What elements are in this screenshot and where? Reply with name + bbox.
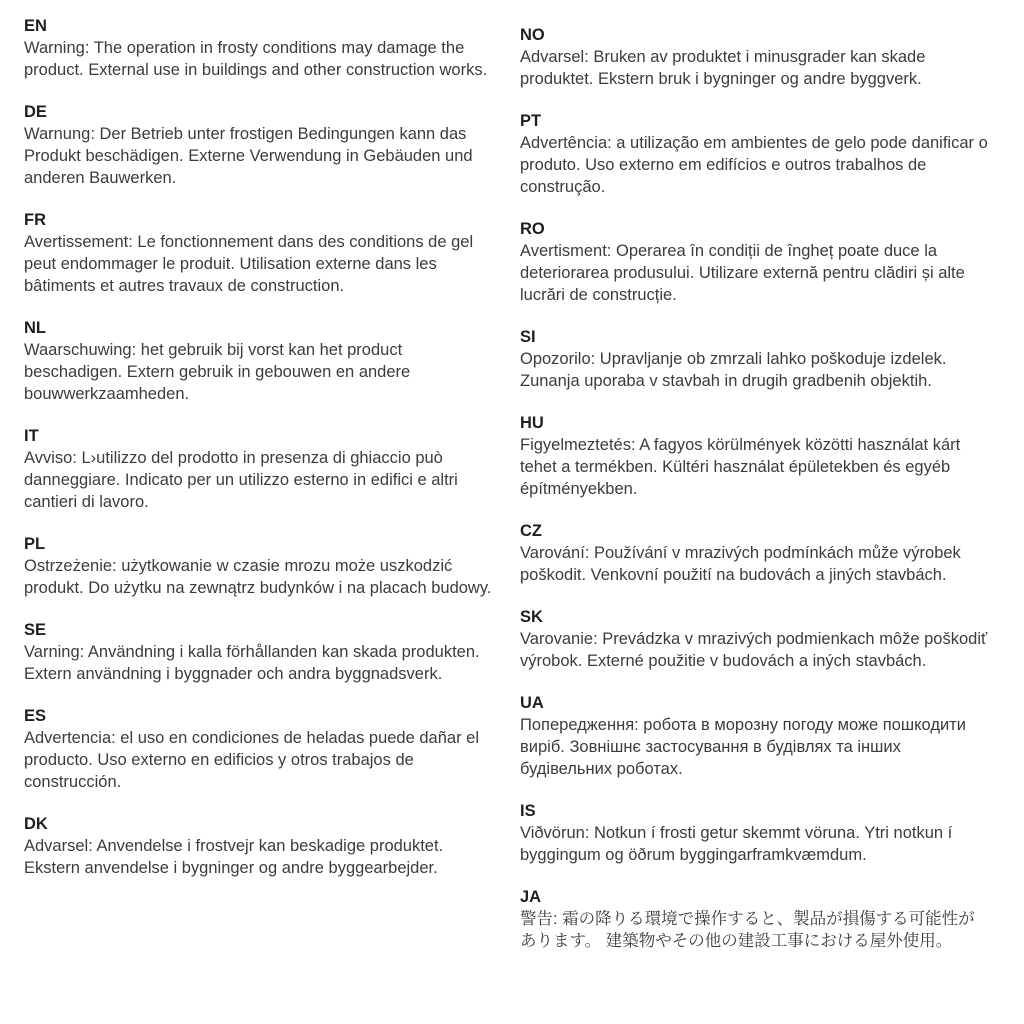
lang-section-no [520,25,988,90]
warning-text: Advarsel: Anvendelse i frostvejr kan beskadige produktet. Ekstern anvendelse i bygninger og andre byggearbejder. [24,837,444,877]
warning-text: Avviso: L›utilizzo del prodotto in presenza di ghiaccio può danneggiare. Indicato per un utilizzo esterno in edifici e altri cantieri di lavoro. [24,449,458,511]
lang-section-is [520,801,988,866]
warning-text: Warning: The operation in frosty conditions may damage the product. External use in buildings and other construction works. [24,39,488,79]
warning-text: Varovanie: Prevádzka v mrazivých podmienkach môže poškodiť výrobok. Externé použitie v budovách a iných stavbách. [520,630,988,670]
language-code: RO [520,220,545,238]
language-code: DE [24,103,47,121]
lang-section-nl [24,318,502,405]
right-column [520,16,988,1024]
language-code: HU [520,414,544,432]
lang-section-sk [520,607,988,672]
lang-section-fr [24,210,502,297]
language-code: NL [24,319,46,337]
lang-section-hu [520,413,988,500]
left-column [24,16,502,1024]
warning-text: Advarsel: Bruken av produktet i minusgrader kan skade produktet. Ekstern bruk i bygninger og andre byggverk. [520,48,926,88]
language-code: JA [520,888,542,906]
warning-text: Viðvörun: Notkun í frosti getur skemmt vöruna. Ytri notkun í byggingum og öðrum byggingarframkvæmdum. [520,824,953,864]
lang-section-en [24,16,502,81]
lang-section-ua [520,693,988,780]
warning-text: Advertencia: el uso en condiciones de heladas puede dañar el producto. Uso externo en edificios y otros trabajos de construcción. [24,729,479,791]
warning-text: Попередження: робота в морозну погоду може пошкодити виріб. Зовнішнє застосування в будівлях та інших будівельних роботах. [520,716,966,778]
warning-text: Advertência: a utilização em ambientes de gelo pode danificar o produto. Uso externo em edifícios e outros trabalhos de construção. [520,134,988,196]
language-code: SK [520,608,543,626]
language-code: IT [24,427,39,445]
language-code: PL [24,535,46,553]
warning-text: Ostrzeżenie: użytkowanie w czasie mrozu może uszkodzić produkt. Do użytku na zewnątrz budynków i na placach budowy. [24,557,492,597]
warning-text: Opozorilo: Upravljanje ob zmrzali lahko poškoduje izdelek. Zunanja uporaba v stavbah in drugih gradbenih objektih. [520,350,947,390]
lang-section-ja [520,887,988,952]
language-code: FR [24,211,46,229]
lang-section-de [24,102,502,189]
lang-section-ro [520,219,988,306]
language-code: IS [520,802,536,820]
language-code: NO [520,26,545,44]
warning-text: Avertisment: Operarea în condiții de îngheț poate duce la deteriorarea produsului. Utilizare externă pentru clădiri și alte lucrări de construcție. [520,242,965,304]
language-code: SE [24,621,47,639]
warning-text: Varning: Användning i kalla förhållanden kan skada produkten. Extern användning i byggnader och andra byggnadsverk. [24,643,480,683]
lang-section-it [24,426,502,513]
language-code: SI [520,328,536,346]
warning-text: 警告: 霜の降りる環境で操作すると、製品が損傷する可能性があります。 建築物やその他の建設工事における屋外使用。 [520,910,975,950]
warning-text: Waarschuwing: het gebruik bij vorst kan het product beschadigen. Extern gebruik in gebouwen en andere bouwwerkzaamheden. [24,341,411,403]
lang-section-dk [24,814,502,879]
warning-text: Figyelmeztetés: A fagyos körülmények közötti használat kárt tehet a termékben. Kültéri használat épületekben és egyéb építményekben. [520,436,961,498]
lang-section-cz [520,521,988,586]
warning-text: Avertissement: Le fonctionnement dans des conditions de gel peut endommager le produit. Utilisation externe dans les bâtiments et autres travaux de construction. [24,233,474,295]
lang-section-se [24,620,502,685]
language-code: PT [520,112,542,130]
lang-section-es [24,706,502,793]
lang-section-pt [520,111,988,198]
lang-section-pl [24,534,502,599]
warning-text: Warnung: Der Betrieb unter frostigen Bedingungen kann das Produkt beschädigen. Externe Verwendung in Gebäuden und anderen Bauwerken. [24,125,473,187]
language-code: CZ [520,522,542,540]
language-code: EN [24,17,47,35]
lang-section-si [520,327,988,392]
warning-text: Varování: Používání v mrazivých podmínkách může výrobek poškodit. Venkovní použití na budovách a jiných stavbách. [520,544,961,584]
language-code: ES [24,707,47,725]
language-code: UA [520,694,544,712]
language-code: DK [24,815,48,833]
